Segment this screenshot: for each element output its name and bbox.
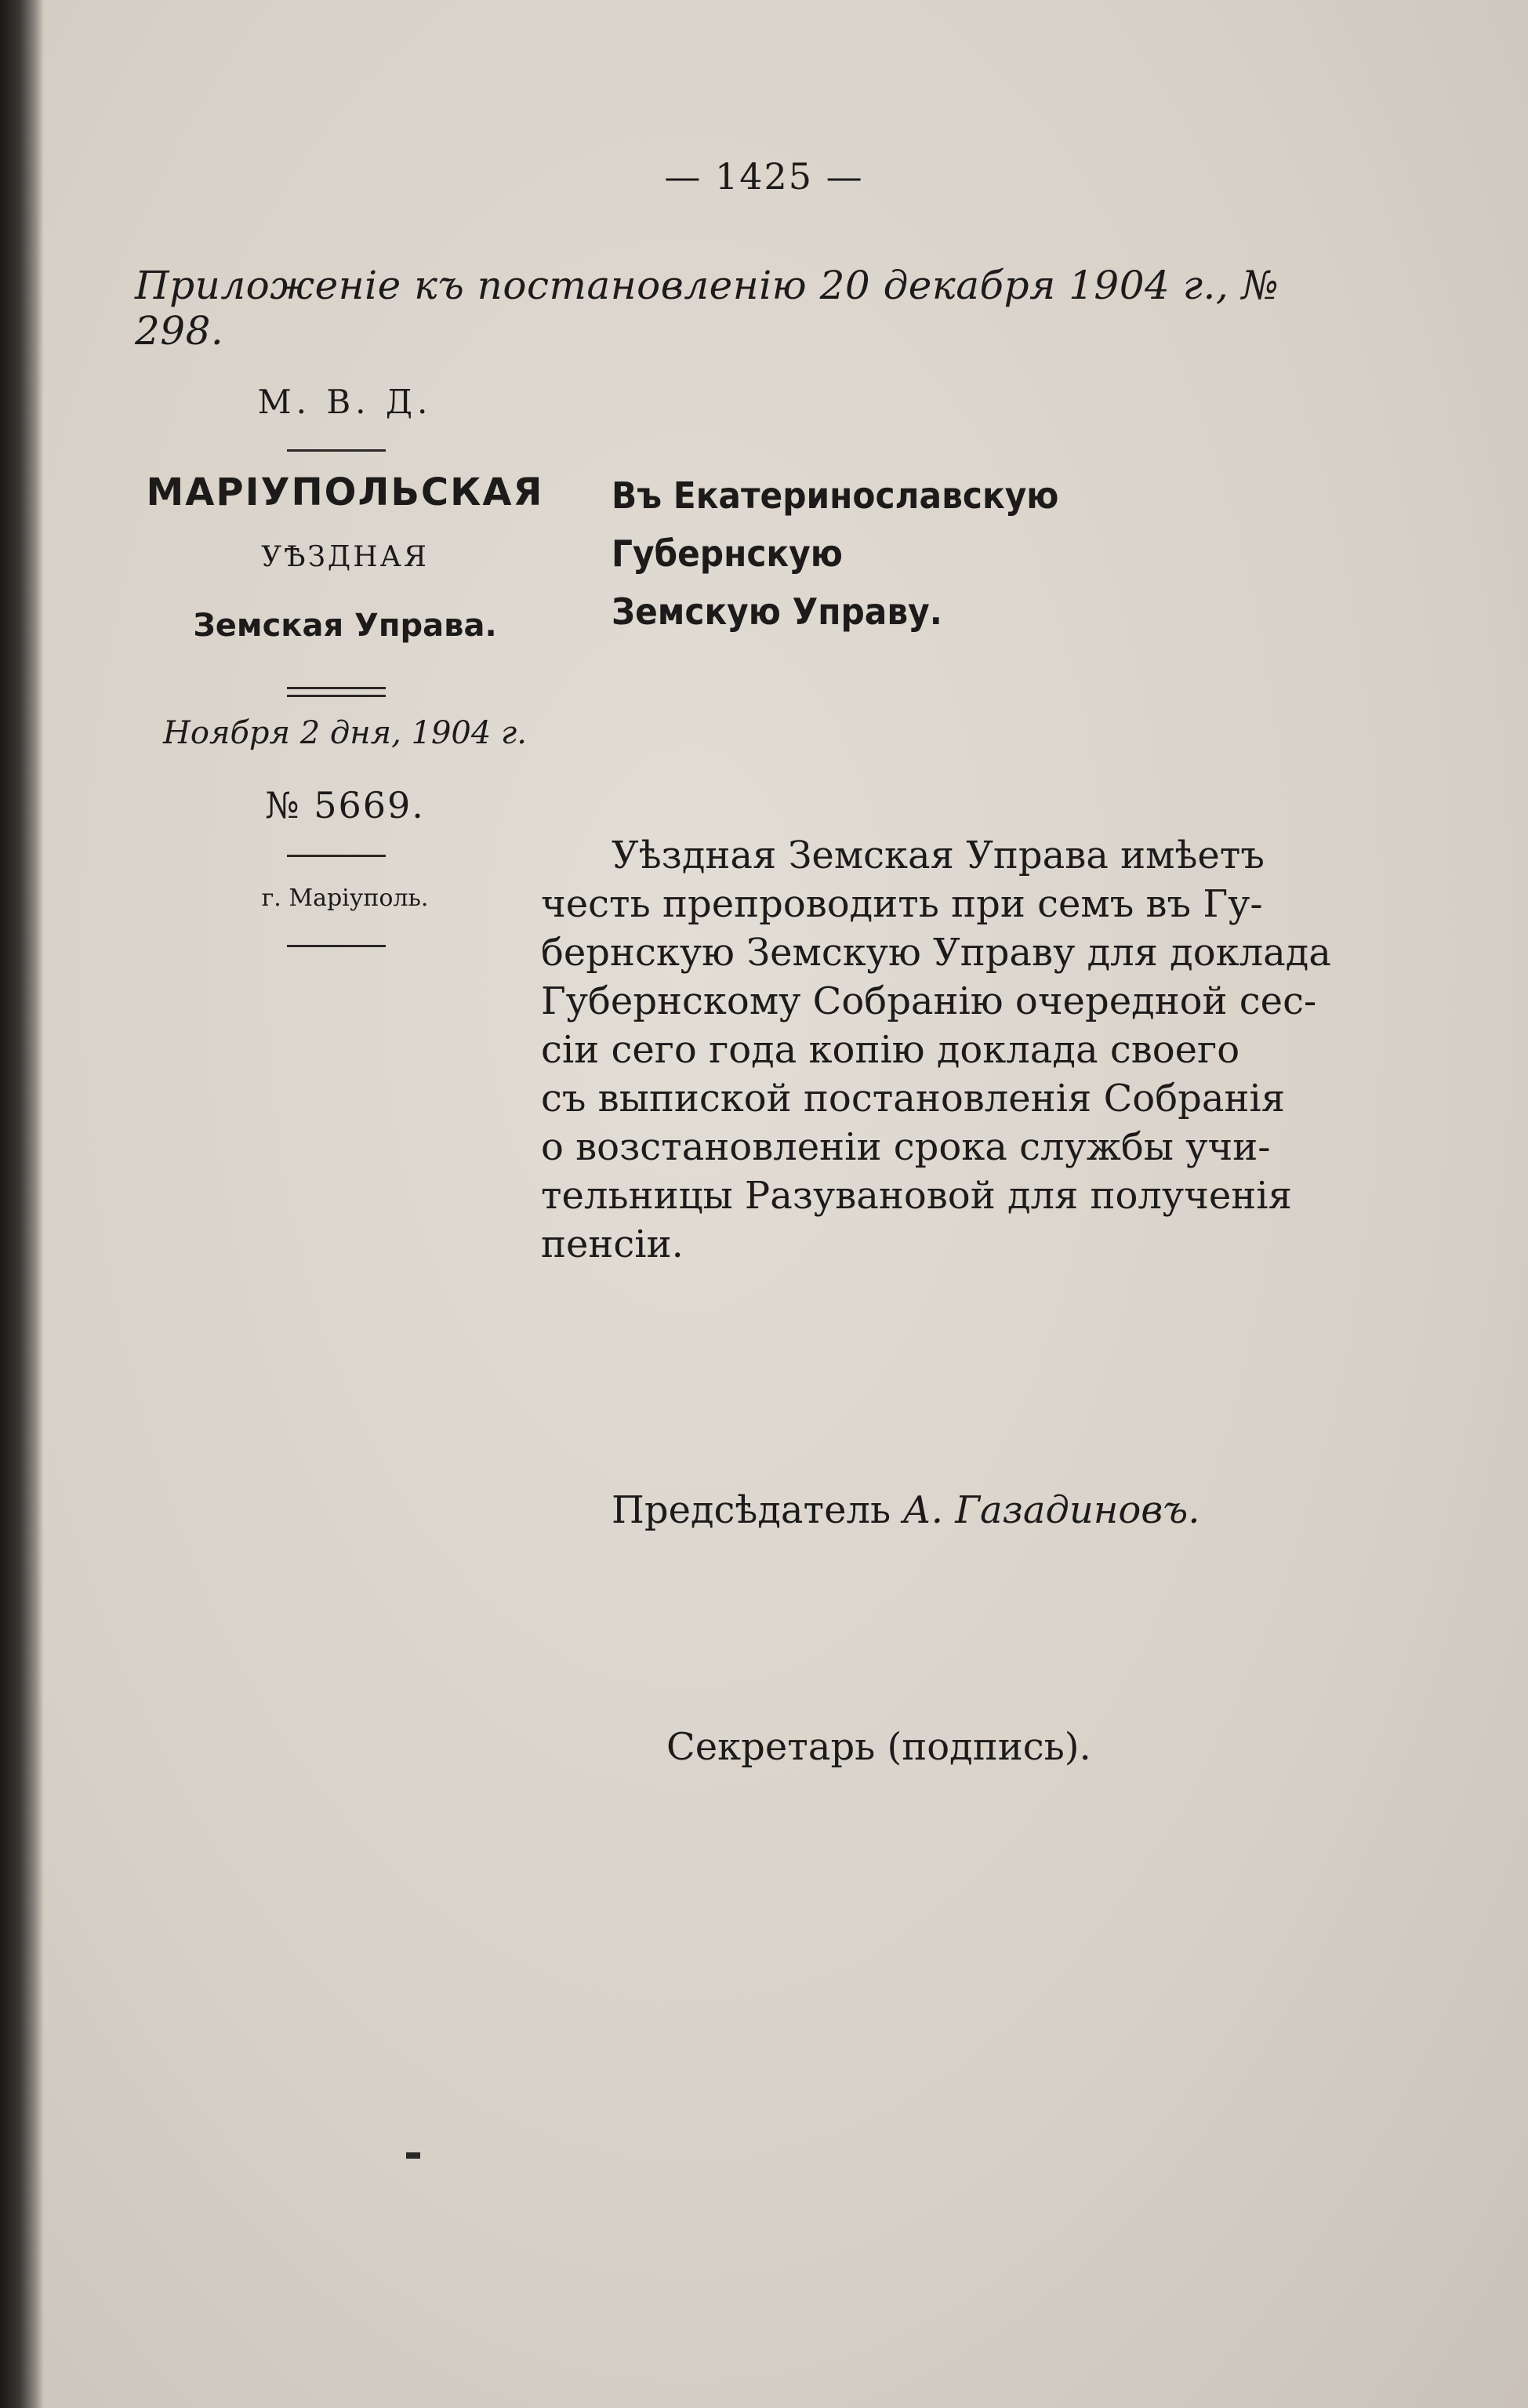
body-line: пенсiи. — [541, 1222, 684, 1266]
body-line: тельницы Разувановой для полученiя — [541, 1174, 1292, 1218]
chairman-name: А. Газадиновъ. — [902, 1488, 1200, 1532]
addressee-block — [612, 467, 1290, 641]
letter-body — [541, 831, 1337, 1269]
body-line: бернскую Земскую Управу для доклада — [541, 931, 1331, 975]
body-line: честь препроводить при семъ въ Гу- — [541, 882, 1263, 926]
divider-rule — [287, 945, 386, 947]
double-divider-rule-top — [287, 687, 386, 689]
chairman-title: Предсѣдатель — [612, 1488, 903, 1532]
sender-board: Земская Управа. — [193, 608, 497, 644]
body-line: Уѣздная Земская Управа имѣетъ — [612, 834, 1265, 877]
secretary-signature: Секретарь (подпись). — [666, 1725, 1091, 1769]
addressee-line: Въ Екатеринославскую Губернскую — [612, 474, 1059, 575]
ministry-abbreviation: М. В. Д. — [257, 383, 433, 421]
divider-rule — [287, 855, 386, 857]
addressee-line: Земскую Управу. — [612, 590, 942, 633]
sender-city: г. Марiуполь. — [261, 884, 429, 912]
chairman-signature — [612, 1488, 1200, 1532]
body-line: Губернскому Собранiю очередной сес- — [541, 979, 1317, 1023]
body-line: съ выпиской постановленiя Собранiя — [541, 1077, 1286, 1120]
sender-organization: МАРIУПОЛЬСКАЯ — [146, 470, 544, 514]
double-divider-rule-bottom — [287, 695, 386, 697]
divider-rule — [287, 449, 386, 452]
appendix-title: Приложенiе къ постановленiю 20 декабря 1904 г., № 298. — [135, 263, 1279, 354]
book-binding-edge — [0, 0, 44, 2408]
body-line: сiи сего года копiю доклада своего — [541, 1028, 1240, 1072]
letter-date: Ноября 2 дня, 1904 г. — [163, 715, 527, 751]
page-number: — 1425 — — [664, 155, 864, 198]
sender-county: УѢЗДНАЯ — [261, 541, 429, 573]
ink-mark — [406, 2152, 420, 2159]
letter-number: № 5669. — [265, 784, 425, 826]
body-line: о возстановленiи срока службы учи- — [541, 1125, 1271, 1169]
